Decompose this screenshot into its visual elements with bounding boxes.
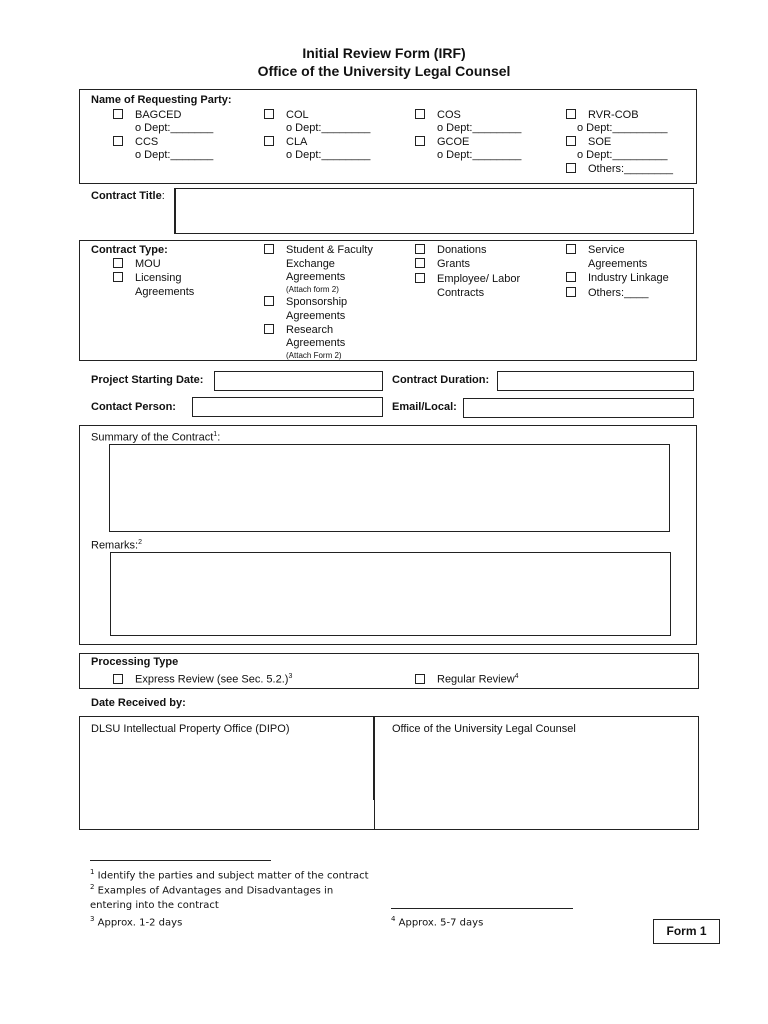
option-gcoe[interactable] (415, 136, 469, 149)
footnote-2 (90, 883, 333, 896)
option-label: Industry Linkage (588, 272, 669, 284)
duration-label: Contract Duration: (392, 374, 490, 386)
footnote-ref: 2 (138, 539, 142, 546)
footnote-ref: 4 (514, 673, 519, 680)
option-regular-review[interactable] (415, 670, 519, 687)
option-label: MOU (135, 258, 161, 270)
contract-title-label (91, 190, 165, 203)
checkbox[interactable] (415, 258, 425, 268)
checkbox[interactable] (264, 109, 274, 119)
checkbox[interactable] (113, 109, 123, 119)
checkbox[interactable] (566, 163, 576, 173)
option-sponsorship[interactable] (264, 296, 347, 309)
dept-line[interactable]: o Dept:________ (286, 122, 371, 134)
option-label-cont: Exchange (286, 258, 335, 270)
option-col[interactable] (264, 109, 309, 122)
option-industry-linkage[interactable] (566, 272, 669, 285)
option-label-cont: Agreements (135, 286, 195, 298)
option-label: CCS (135, 136, 159, 148)
option-cos[interactable] (415, 109, 461, 122)
processing-label: Processing Type (91, 656, 179, 668)
summary-colon: : (217, 431, 221, 444)
footnote-2-cont: entering into the contract (90, 900, 219, 911)
option-label: Employee/ Labor (437, 273, 521, 285)
checkbox[interactable] (566, 287, 576, 297)
dipo-label: DLSU Intellectual Property Office (DIPO) (91, 723, 290, 735)
footnote-text: Approx. 5-7 days (395, 917, 484, 929)
dept-line[interactable]: o Dept:________ (437, 149, 522, 161)
contact-input[interactable] (192, 397, 383, 417)
checkbox[interactable] (264, 324, 274, 334)
option-express-review[interactable] (113, 670, 292, 687)
option-label: Research (286, 324, 334, 336)
option-service[interactable] (566, 244, 625, 257)
date-received-label: Date Received by: (91, 697, 186, 709)
option-label: Donations (437, 244, 487, 256)
option-others-type[interactable] (566, 287, 649, 300)
start-date-label: Project Starting Date: (91, 374, 204, 386)
footnote-text: Examples of Advantages and Disadvantages in (94, 885, 334, 897)
option-grants[interactable] (415, 258, 470, 271)
dept-line[interactable]: o Dept:________ (286, 149, 371, 161)
option-label: Service (588, 244, 625, 256)
form-title: Initial Review Form (IRF) (302, 45, 466, 61)
dept-line[interactable]: o Dept:_______ (135, 149, 214, 161)
remarks-input[interactable] (110, 552, 671, 636)
checkbox[interactable] (113, 272, 123, 282)
summary-input[interactable] (109, 444, 670, 532)
option-label: Others:____ (588, 287, 649, 299)
form-subtitle: Office of the University Legal Counsel (257, 63, 511, 79)
contract-title-input[interactable] (174, 188, 694, 234)
footnote-ref: 3 (288, 673, 293, 680)
footnote-3 (90, 915, 182, 928)
attach-note: (Attach Form 2) (286, 351, 342, 360)
option-label: SOE (588, 136, 612, 148)
option-label: Express Review (see Sec. 5.2.) (135, 673, 289, 686)
remarks-label-text: Remarks: (91, 539, 139, 552)
option-label: COL (286, 109, 309, 121)
checkbox[interactable] (264, 296, 274, 306)
checkbox[interactable] (264, 244, 274, 254)
requesting-party-label: Name of Requesting Party: (91, 94, 232, 106)
option-ccs[interactable] (113, 136, 158, 149)
option-label: COS (437, 109, 461, 121)
option-mou[interactable] (113, 258, 161, 271)
remarks-label (91, 536, 142, 553)
checkbox[interactable] (566, 244, 576, 254)
option-label-cont: Agreements (588, 258, 648, 270)
option-label: Grants (437, 258, 471, 270)
option-label: Others:________ (588, 163, 674, 175)
option-bagced[interactable] (113, 109, 181, 122)
option-label: Student & Faculty (286, 244, 373, 256)
option-donations[interactable] (415, 244, 487, 257)
checkbox[interactable] (415, 273, 425, 283)
dept-line[interactable]: o Dept:________ (437, 122, 522, 134)
contract-type-label: Contract Type: (91, 244, 168, 256)
option-rvr-cob[interactable] (566, 109, 639, 122)
dept-line[interactable]: o Dept:_______ (135, 122, 214, 134)
footnote-4 (391, 915, 483, 928)
checkbox[interactable] (415, 136, 425, 146)
checkbox[interactable] (264, 136, 274, 146)
option-employee-labor[interactable] (415, 273, 520, 286)
form-number-badge: Form 1 (653, 919, 720, 944)
contact-label: Contact Person: (91, 401, 176, 413)
option-student-faculty[interactable] (264, 244, 373, 257)
option-soe[interactable] (566, 136, 611, 149)
option-cla[interactable] (264, 136, 307, 149)
option-others[interactable] (566, 163, 673, 176)
option-label: CLA (286, 136, 308, 148)
contract-title-label-text: Contract Title (91, 190, 162, 202)
summary-label (91, 428, 220, 445)
dept-line[interactable]: o Dept:_________ (577, 122, 668, 134)
option-licensing[interactable] (113, 272, 181, 285)
email-label: Email/Local: (392, 401, 457, 413)
footnote-1 (90, 868, 369, 881)
checkbox[interactable] (566, 109, 576, 119)
option-label-cont: Agreements (286, 337, 346, 349)
option-label: Regular Review (437, 673, 515, 686)
oulc-label: Office of the University Legal Counsel (392, 723, 576, 735)
footnote-text: Identify the parties and subject matter of the contract (94, 870, 369, 882)
checkbox[interactable] (415, 109, 425, 119)
checkbox[interactable] (566, 136, 576, 146)
email-input[interactable] (463, 398, 694, 418)
dept-line[interactable]: o Dept:_________ (577, 149, 668, 161)
option-label-cont: Agreements (286, 271, 346, 283)
footnote-rule (391, 908, 573, 909)
checkbox[interactable] (113, 674, 123, 684)
footnote-ref: 1 (213, 431, 218, 438)
checkbox[interactable] (113, 136, 123, 146)
checkbox[interactable] (415, 674, 425, 684)
footnote-text: Approx. 1-2 days (94, 917, 183, 929)
option-label-cont: Contracts (437, 287, 485, 299)
footnote-num: 4 (391, 915, 396, 923)
option-label: BAGCED (135, 109, 182, 121)
option-label: GCOE (437, 136, 470, 148)
footnote-num: 2 (90, 883, 95, 891)
attach-note: (Attach form 2) (286, 285, 339, 294)
checkbox[interactable] (113, 258, 123, 268)
contract-title-colon: : (161, 190, 165, 202)
summary-label-text: Summary of the Contract (91, 431, 214, 444)
option-label: RVR-COB (588, 109, 639, 121)
date-received-divider-thick (373, 716, 375, 800)
option-label-cont: Agreements (286, 310, 346, 322)
option-research[interactable] (264, 324, 333, 337)
option-label: Sponsorship (286, 296, 348, 308)
footnote-rule (90, 860, 271, 861)
duration-input[interactable] (497, 371, 694, 391)
option-label: Licensing (135, 272, 182, 284)
start-date-input[interactable] (214, 371, 383, 391)
checkbox[interactable] (566, 272, 576, 282)
footnote-num: 3 (90, 915, 95, 923)
footnote-num: 1 (90, 868, 95, 876)
checkbox[interactable] (415, 244, 425, 254)
